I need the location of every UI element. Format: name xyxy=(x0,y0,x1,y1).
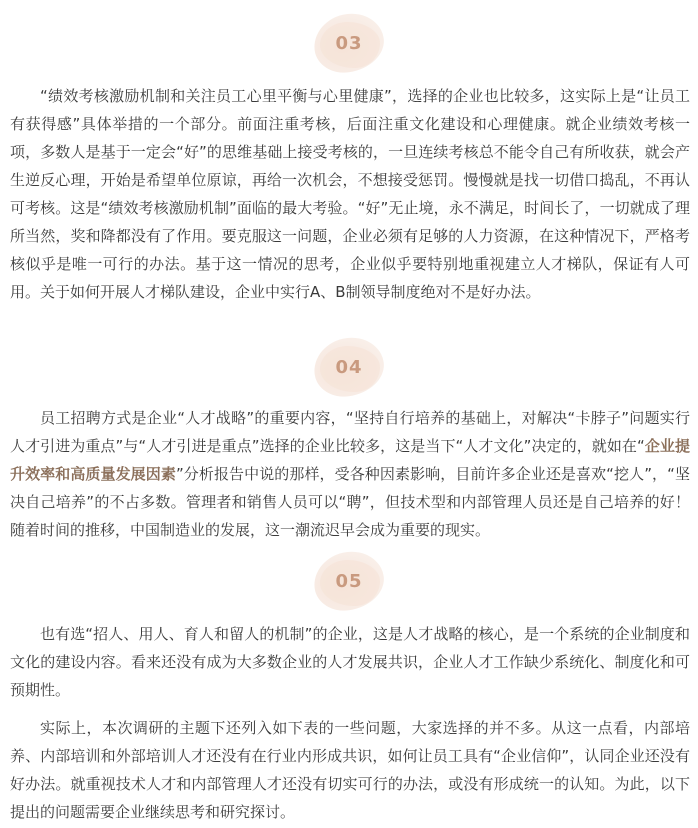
paragraph-section-03: “绩效考核激励机制和关注员工心里平衡与心里健康”，选择的企业也比较多，这实际上是“让员工有获得感”具体举措的一个部分。前面注重考核，后面注重文化建设和心理健康。就企业绩效考核一项，多数人是基于一定会“好”的思维基础上接受考核的，一旦连续考核总不能令自己有所收获，就会产生逆反心理，开始是希望单位原谅，再给一次机会，不想接受惩罚。慢慢就是找一切借口捣乱，不再认可考核。这是“绩效考核激励机制”面临的最大考验。“好”无止境，永不满足，时间长了，一切就成了理所当然，奖和降都没有了作用。要克服这一问题，企业必须有足够的人力资源，在这种情况下，严格考核似乎是唯一可行的办法。基于这一情况的思考，企业似乎要特别地重视建立人才梯队，保证有人可用。关于如何开展人才梯队建设，企业中实行A、B制领导制度绝对不是好办法。 xyxy=(10,87,690,301)
section-number: 04 xyxy=(335,356,363,378)
paragraph-section-04 xyxy=(10,404,690,544)
section-badge-05 xyxy=(314,552,384,610)
section-number: 05 xyxy=(335,570,363,592)
section-badge-04 xyxy=(314,338,384,396)
paragraph-text: ”分析报告中说的那样，受各种因素影响，目前许多企业还是喜欢“挖人”，“坚决自己培养”的不占多数。管理者和销售人员可以“聘”，但技术型和内部管理人员还是自己培养的好！随着时间的推移，中国制造业的发展，这一潮流迟早会成为重要的现实。 xyxy=(10,465,690,539)
report-title-highlight: 企业提升效率和高质量发展因素 xyxy=(10,437,690,483)
paragraph-section-05-a: 也有选“招人、用人、育人和留人的机制”的企业，这是人才战略的核心，是一个系统的企业制度和文化的建设内容。看来还没有成为大多数企业的人才发展共识，企业人才工作缺少系统化、制度化和可预期性。 xyxy=(10,625,690,699)
paragraph-section-05-b: 实际上，本次调研的主题下还列入如下表的一些问题，大家选择的并不多。从这一点看，内部培养、内部培训和外部培训人才还没有在行业内形成共识，如何让员工具有“企业信仰”，认同企业还没有好办法。就重视技术人才和内部管理人才还没有切实可行的办法，或没有形成统一的认知。为此，以下提出的问题需要企业继续思考和研究探讨。 xyxy=(10,719,690,821)
section-number: 03 xyxy=(335,32,363,54)
paragraph-text: 员工招聘方式是企业“人才战略”的重要内容，“坚持自行培养的基础上，对解决“卡脖子”问题实行人才引进为重点”与“人才引进是重点”选择的企业比较多，这是当下“人才文化”决定的，就如在“ xyxy=(10,409,690,455)
section-badge-03 xyxy=(314,14,384,72)
